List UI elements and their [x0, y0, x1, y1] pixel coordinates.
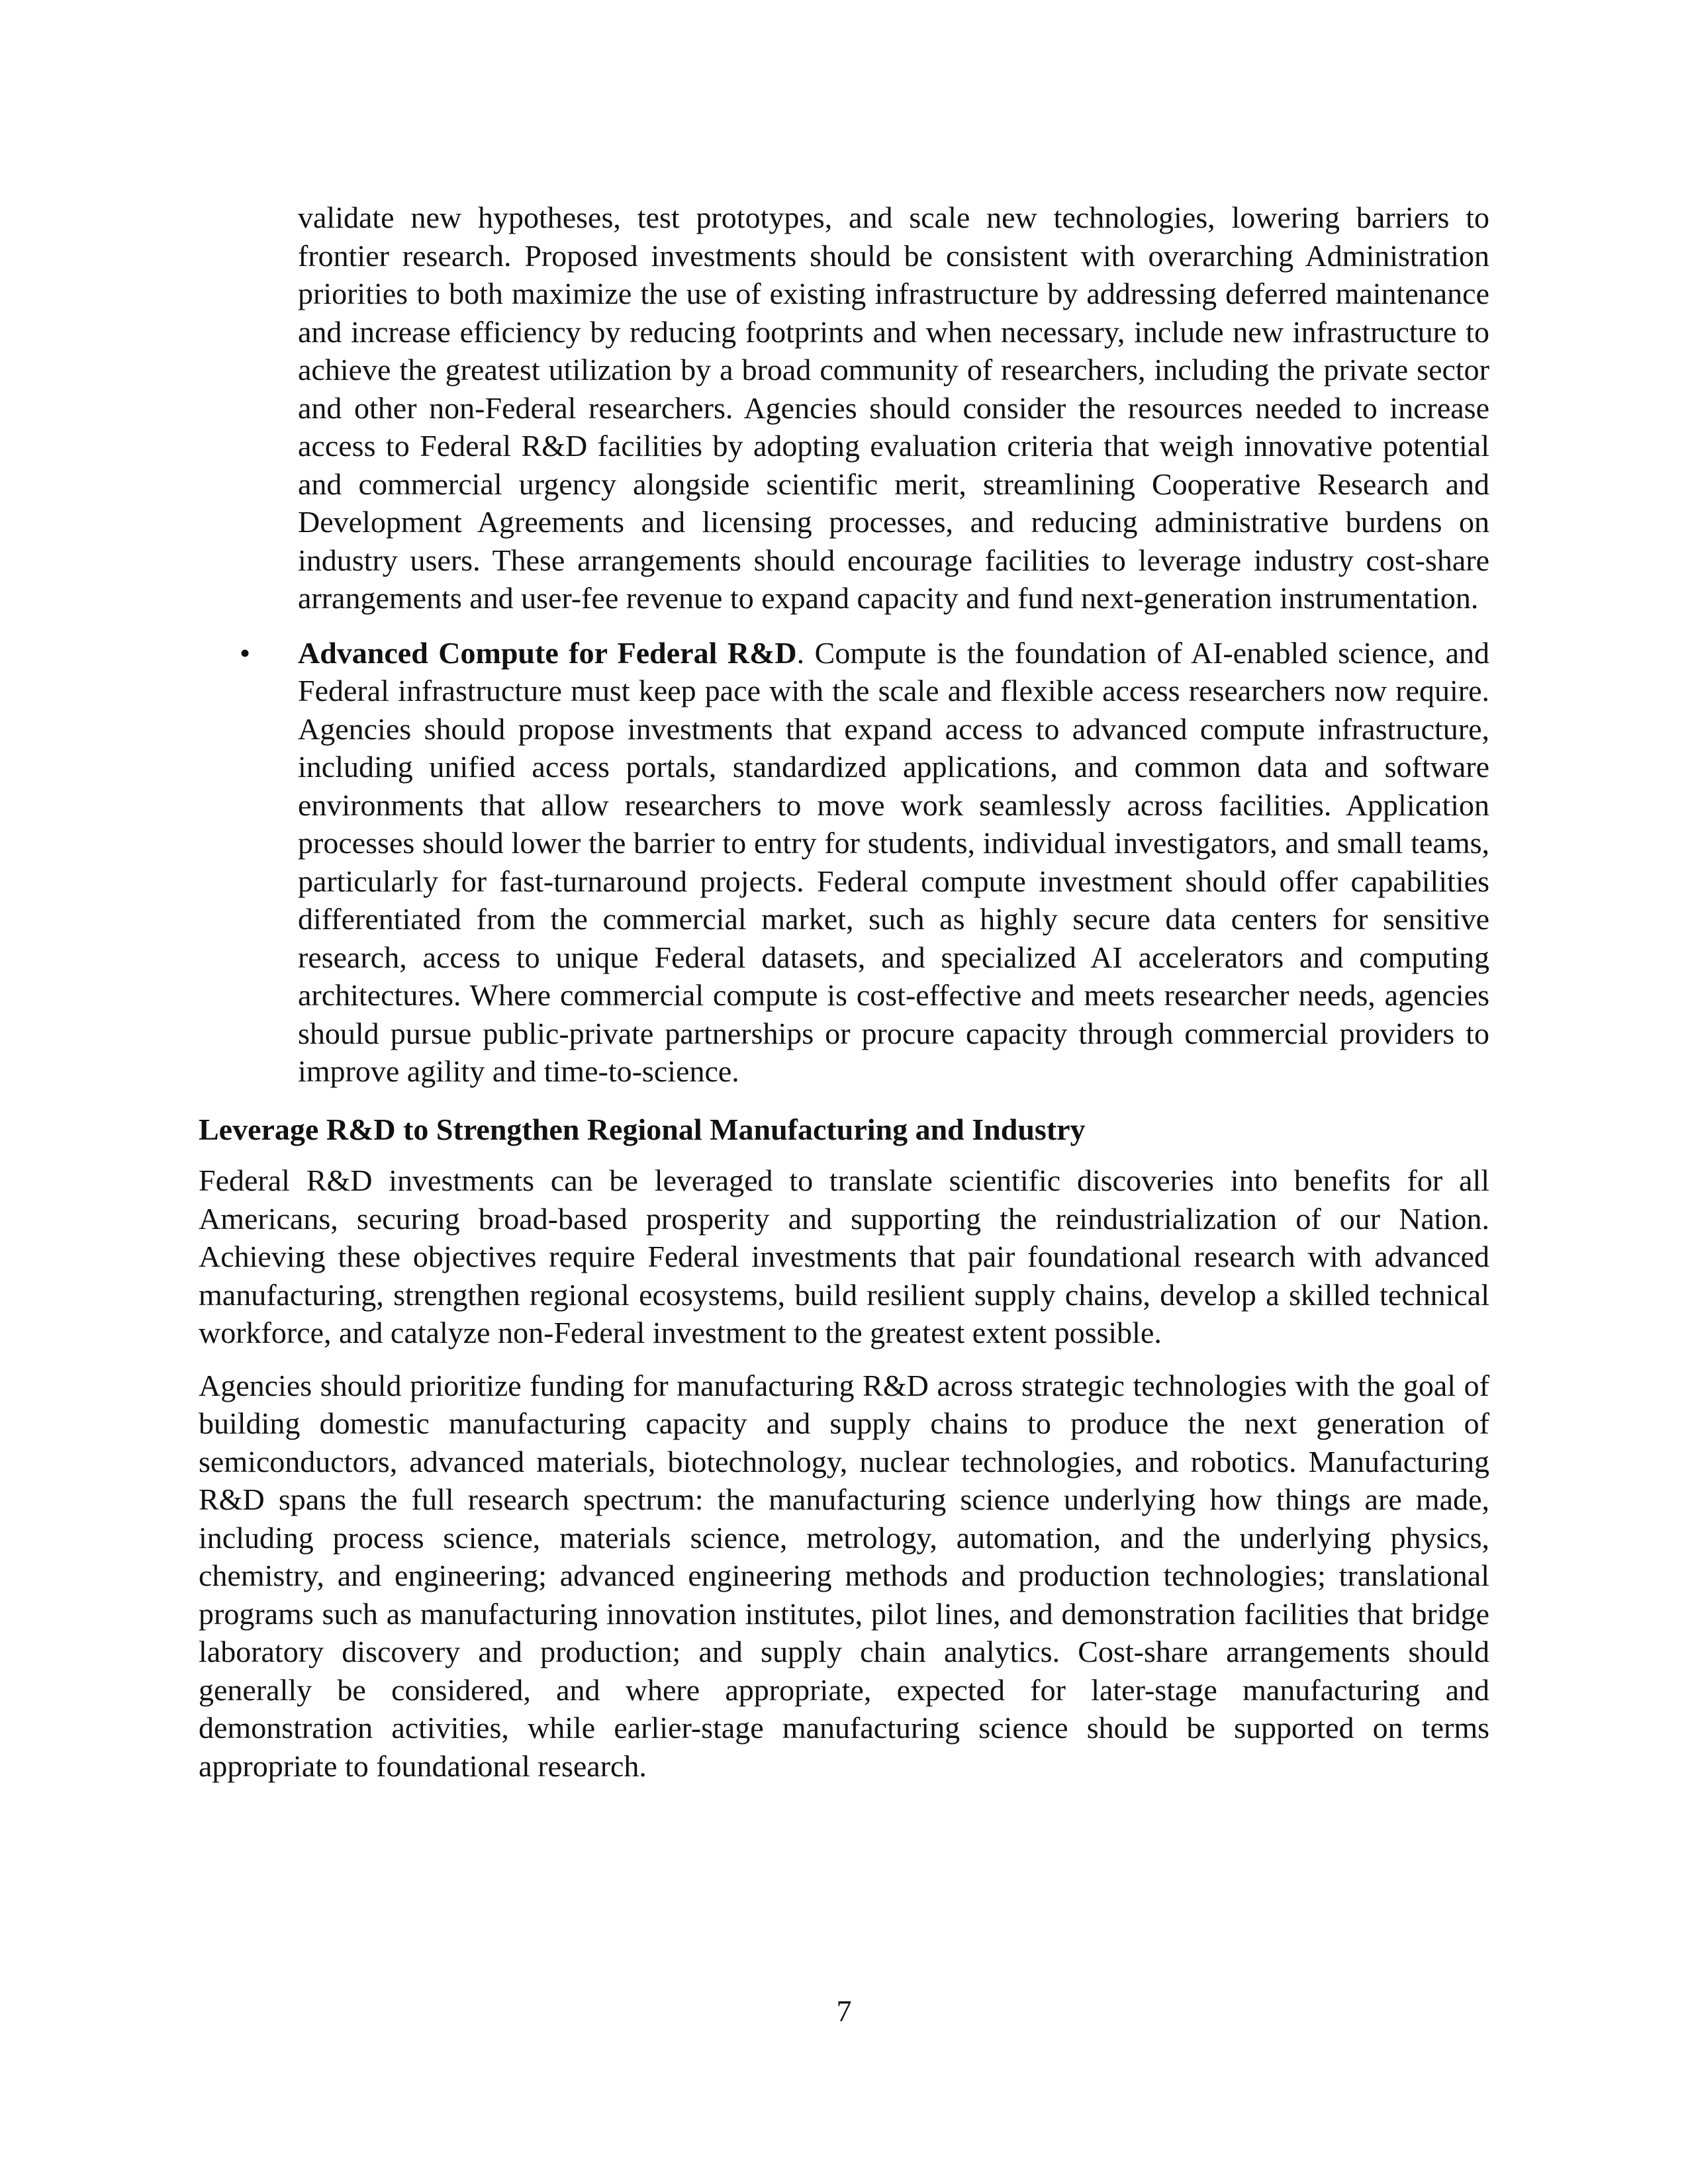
bullet-body: . Compute is the foundation of AI-enabled science, and Federal infrastructure must keep pace with the scale and flexible access researchers now require. Agencies should propose investments that expand access to advanced compute infrastructure, including unified access portals, standardized applications, and common data and software environments that allow researchers to move work seamlessly across facilities. Application processes should lower the barrier to entry for students, individual investigators, and small teams, particularly for fast-turnaround projects. Federal compute investment should offer capabilities differentiated from the commercial market, such as highly secure data centers for sensitive research, access to unique Federal datasets, and specialized AI accelerators and computing architectures. Where commercial compute is cost-effective and meets researcher needs, agencies should pursue public-private partnerships or procure capacity through commercial providers to improve agility and time-to-science. [298, 635, 1489, 1088]
bullet-list [240, 199, 1489, 1091]
bullet-continuation-text: validate new hypotheses, test prototypes, and scale new technologies, lowering barriers to frontier research. Proposed investments should be consistent with overarching Administration priorities to both maximize the use of existing infrastructure by addressing deferred maintenance and increase efficiency by reducing footprints and when necessary, include new infrastructure to achieve the greatest utilization by a broad community of researchers, including the private sector and other non-Federal researchers. Agencies should consider the resources needed to increase access to Federal R&D facilities by adopting evaluation criteria that weigh innovative potential and commercial urgency alongside scientific merit, streamlining Cooperative Research and Development Agreements and licensing processes, and reducing administrative burdens on industry users. These arrangements should encourage facilities to leverage industry cost-share arrangements and user-fee revenue to expand capacity and fund next-generation instrumentation. [298, 201, 1489, 615]
page-content [199, 199, 1489, 1785]
bullet-marker: • [240, 635, 251, 670]
section-heading: Leverage R&D to Strengthen Regional Manufacturing and Industry [199, 1112, 1086, 1146]
bullet-item-advanced-compute [240, 634, 1489, 1091]
body-paragraph-1: Federal R&D investments can be leveraged to translate scientific discoveries into benefits for all Americans, securing broad-based prosperity and supporting the reindustrialization of our Nation. Achieving these objectives require Federal investments that pair foundational research with advanced manufacturing, strengthen regional ecosystems, build resilient supply chains, develop a skilled technical workforce, and catalyze non-Federal investment to the greatest extent possible. [199, 1163, 1489, 1349]
page-number: 7 [836, 1994, 852, 2028]
bullet-title: Advanced Compute for Federal R&D [298, 635, 797, 670]
body-paragraph-2: Agencies should prioritize funding for manufacturing R&D across strategic technologies with the goal of building domestic manufacturing capacity and supply chains to produce the next generation of semiconductors, advanced materials, biotechnology, nuclear technologies, and robotics. Manufacturing R&D spans the full research spectrum: the manufacturing science underlying how things are made, including process science, materials science, metrology, automation, and the underlying physics, chemistry, and engineering; advanced engineering methods and production technologies; translational programs such as manufacturing innovation institutes, pilot lines, and demonstration facilities that bridge laboratory discovery and production; and supply chain analytics. Cost-share arrangements should generally be considered, and where appropriate, expected for later-stage manufacturing and demonstration activities, while earlier-stage manufacturing science should be supported on terms appropriate to foundational research. [199, 1368, 1489, 1783]
